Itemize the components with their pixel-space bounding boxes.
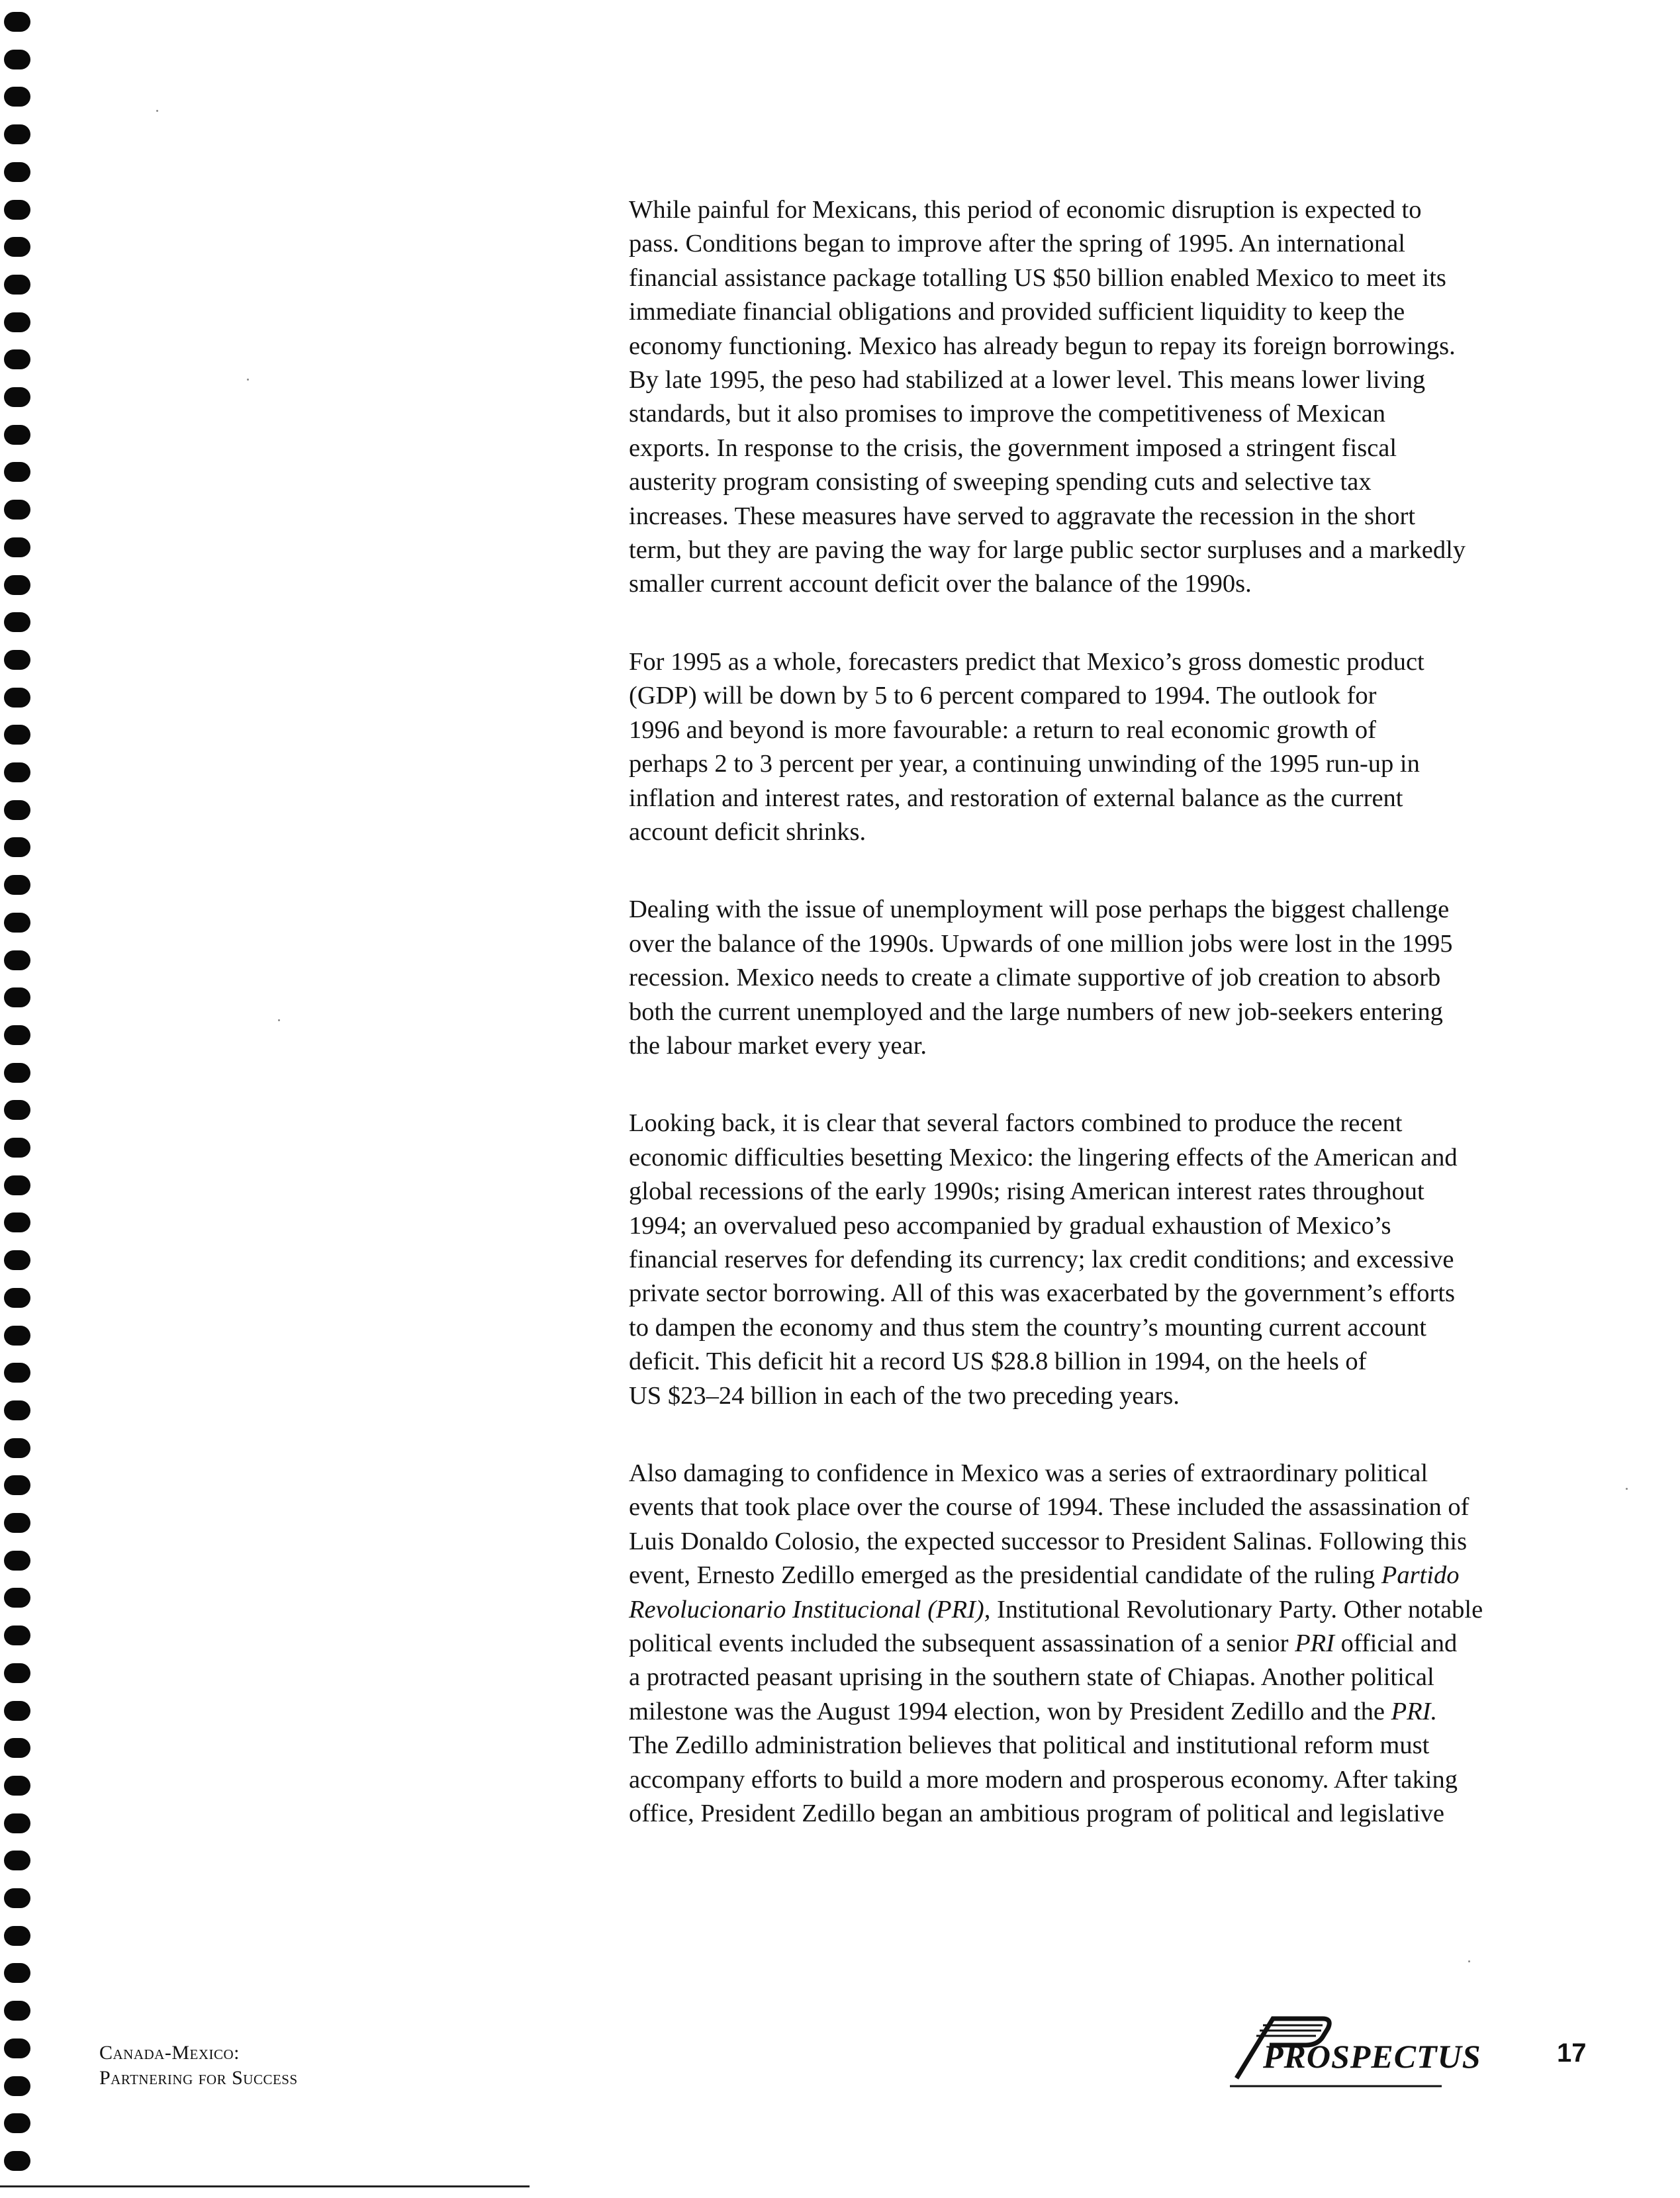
binding-hole — [4, 2001, 30, 2021]
scan-speck — [278, 1019, 280, 1021]
prospectus-logo-text: PROSPECTUS — [1263, 2038, 1481, 2075]
text-line: exports. In response to the crisis, the government imposed a stringent fiscal — [629, 434, 1397, 462]
text-line: pass. Conditions began to improve after the spring of 1995. An international — [629, 230, 1405, 258]
text-line: US $23–24 billion in each of the two preceding years. — [629, 1381, 1180, 1410]
binding-hole — [4, 650, 30, 670]
text-line: Dealing with the issue of unemployment will pose perhaps the biggest challenge — [629, 895, 1450, 924]
binding-hole — [4, 2113, 30, 2133]
text-line: Luis Donaldo Colosio, the expected successor to President Salinas. Following this — [629, 1527, 1468, 1555]
text-line: financial reserves for defending its currency; lax credit conditions; and excessive — [629, 1245, 1454, 1273]
text-line: 1996 and beyond is more favourable: a return to real economic growth of — [629, 715, 1376, 744]
text-line: austerity program consisting of sweeping spending cuts and selective tax — [629, 468, 1372, 496]
binding-hole — [4, 1138, 30, 1158]
binding-hole — [4, 875, 30, 895]
binding-hole — [4, 1888, 30, 1908]
text-line: deficit. This deficit hit a record US $28.8 billion in 1994, on the heels of — [629, 1348, 1367, 1376]
text-line: to dampen the economy and thus stem the country’s mounting current account — [629, 1313, 1426, 1342]
binding-hole — [4, 1588, 30, 1608]
binding-hole — [4, 2076, 30, 2096]
text-line: smaller current account deficit over the balance of the 1990s. — [629, 570, 1252, 598]
text-line: By late 1995, the peso had stabilized at a lower level. This means lower living — [629, 366, 1426, 394]
text-line: financial assistance package totalling US $50 billion enabled Mexico to meet its — [629, 263, 1446, 292]
binding-hole — [4, 1288, 30, 1308]
binding-hole — [4, 1326, 30, 1346]
text-line: immediate financial obligations and provided sufficient liquidity to keep the — [629, 298, 1405, 326]
text-line: event, Ernesto Zedillo emerged as the presidential candidate of the ruling Partido — [629, 1561, 1460, 1590]
footer-title-line-2: Partnering for Success — [99, 2067, 298, 2089]
binding-hole — [4, 2038, 30, 2058]
prospectus-logo — [1223, 2012, 1481, 2091]
scan-speck — [247, 379, 249, 381]
binding-hole — [4, 1963, 30, 1983]
binding-hole — [4, 837, 30, 857]
text-line: Looking back, it is clear that several factors combined to produce the recent — [629, 1109, 1403, 1138]
binding-hole — [4, 913, 30, 933]
page-number: 17 — [1557, 2038, 1587, 2068]
text-line: over the balance of the 1990s. Upwards of one million jobs were lost in the 1995 — [629, 929, 1453, 958]
binding-hole — [4, 1663, 30, 1683]
text-line: a protracted peasant uprising in the southern state of Chiapas. Another political — [629, 1663, 1434, 1692]
footer-publication-title — [99, 2040, 298, 2091]
binding-hole — [4, 1626, 30, 1645]
binding-hole — [4, 237, 30, 257]
binding-hole — [4, 349, 30, 369]
binding-hole — [4, 312, 30, 332]
binding-hole — [4, 87, 30, 107]
binding-hole — [4, 50, 30, 69]
text-line: (GDP) will be down by 5 to 6 percent compared to 1994. The outlook for — [629, 682, 1377, 710]
text-line: The Zedillo administration believes that political and institutional reform must — [629, 1731, 1430, 1760]
binding-hole — [4, 500, 30, 520]
binding-hole — [4, 1063, 30, 1083]
binding-hole — [4, 387, 30, 407]
text-line: milestone was the August 1994 election, won by President Zedillo and the PRI. — [629, 1697, 1438, 1725]
binding-hole — [4, 1363, 30, 1383]
scan-speck — [156, 110, 158, 112]
binding-hole — [4, 1475, 30, 1495]
binding-hole — [4, 575, 30, 595]
body-text — [629, 193, 1602, 1874]
binding-hole — [4, 537, 30, 557]
footer-title-line-1: Canada-Mexico: — [99, 2042, 240, 2064]
binding-hole — [4, 1926, 30, 1946]
binding-hole — [4, 1776, 30, 1796]
paragraph-1 — [629, 193, 1602, 602]
text-line: both the current unemployed and the large numbers of new job-seekers entering — [629, 997, 1443, 1026]
text-line: inflation and interest rates, and restoration of external balance as the current — [629, 784, 1403, 812]
text-line: term, but they are paving the way for large public sector surpluses and a markedly — [629, 536, 1466, 565]
binding-hole — [4, 1738, 30, 1758]
binding-hole — [4, 1175, 30, 1195]
spiral-binding — [0, 0, 40, 2198]
binding-hole — [4, 1438, 30, 1458]
binding-hole — [4, 1701, 30, 1721]
binding-hole — [4, 462, 30, 482]
binding-hole — [4, 725, 30, 745]
text-line: Also damaging to confidence in Mexico was a series of extraordinary political — [629, 1459, 1428, 1487]
binding-hole — [4, 1851, 30, 1870]
binding-hole — [4, 2151, 30, 2171]
binding-hole — [4, 762, 30, 782]
paragraph-5 — [629, 1457, 1602, 1831]
text-line: the labour market every year. — [629, 1031, 927, 1060]
binding-hole — [4, 1400, 30, 1420]
text-line: account deficit shrinks. — [629, 817, 866, 846]
text-line: recession. Mexico needs to create a climate supportive of job creation to absorb — [629, 964, 1441, 992]
binding-hole — [4, 1100, 30, 1120]
binding-hole — [4, 612, 30, 632]
text-line: For 1995 as a whole, forecasters predict that Mexico’s gross domestic product — [629, 647, 1424, 676]
binding-hole — [4, 275, 30, 295]
binding-hole — [4, 1513, 30, 1533]
binding-hole — [4, 1551, 30, 1571]
text-line: events that took place over the course of 1994. These included the assassination of — [629, 1493, 1470, 1522]
bottom-edge-line — [0, 2185, 530, 2187]
binding-hole — [4, 987, 30, 1007]
binding-hole — [4, 1213, 30, 1232]
binding-hole — [4, 12, 30, 32]
binding-hole — [4, 200, 30, 220]
text-line: increases. These measures have served to aggravate the recession in the short — [629, 502, 1416, 530]
text-line: office, President Zedillo began an ambitious program of political and legislative — [629, 1800, 1445, 1828]
text-line: global recessions of the early 1990s; rising American interest rates throughout — [629, 1177, 1424, 1206]
text-line: standards, but it also promises to improve the competitiveness of Mexican — [629, 400, 1386, 428]
text-line: accompany efforts to build a more modern and prosperous economy. After taking — [629, 1765, 1458, 1794]
binding-hole — [4, 1025, 30, 1045]
binding-hole — [4, 124, 30, 144]
scan-speck — [1626, 1488, 1628, 1490]
binding-hole — [4, 1250, 30, 1270]
binding-hole — [4, 800, 30, 820]
binding-hole — [4, 162, 30, 182]
text-line: economy functioning. Mexico has already begun to repay its foreign borrowings. — [629, 332, 1456, 360]
text-line: 1994; an overvalued peso accompanied by gradual exhaustion of Mexico’s — [629, 1211, 1391, 1240]
text-line: economic difficulties besetting Mexico: the lingering effects of the American and — [629, 1143, 1458, 1171]
text-line: perhaps 2 to 3 percent per year, a continuing unwinding of the 1995 run-up in — [629, 750, 1420, 778]
paragraph-4 — [629, 1107, 1602, 1413]
binding-hole — [4, 1813, 30, 1833]
paragraph-3 — [629, 893, 1602, 1063]
text-line: political events included the subsequent assassination of a senior PRI official and — [629, 1629, 1458, 1658]
text-line: Revolucionario Institucional (PRI), Institutional Revolutionary Party. Other notable — [629, 1595, 1483, 1624]
binding-hole — [4, 425, 30, 445]
binding-hole — [4, 950, 30, 970]
scan-speck — [1468, 1960, 1470, 1962]
text-line: While painful for Mexicans, this period of economic disruption is expected to — [629, 196, 1422, 224]
text-line: private sector borrowing. All of this was exacerbated by the government’s efforts — [629, 1279, 1456, 1308]
paragraph-2 — [629, 645, 1602, 849]
binding-hole — [4, 688, 30, 708]
